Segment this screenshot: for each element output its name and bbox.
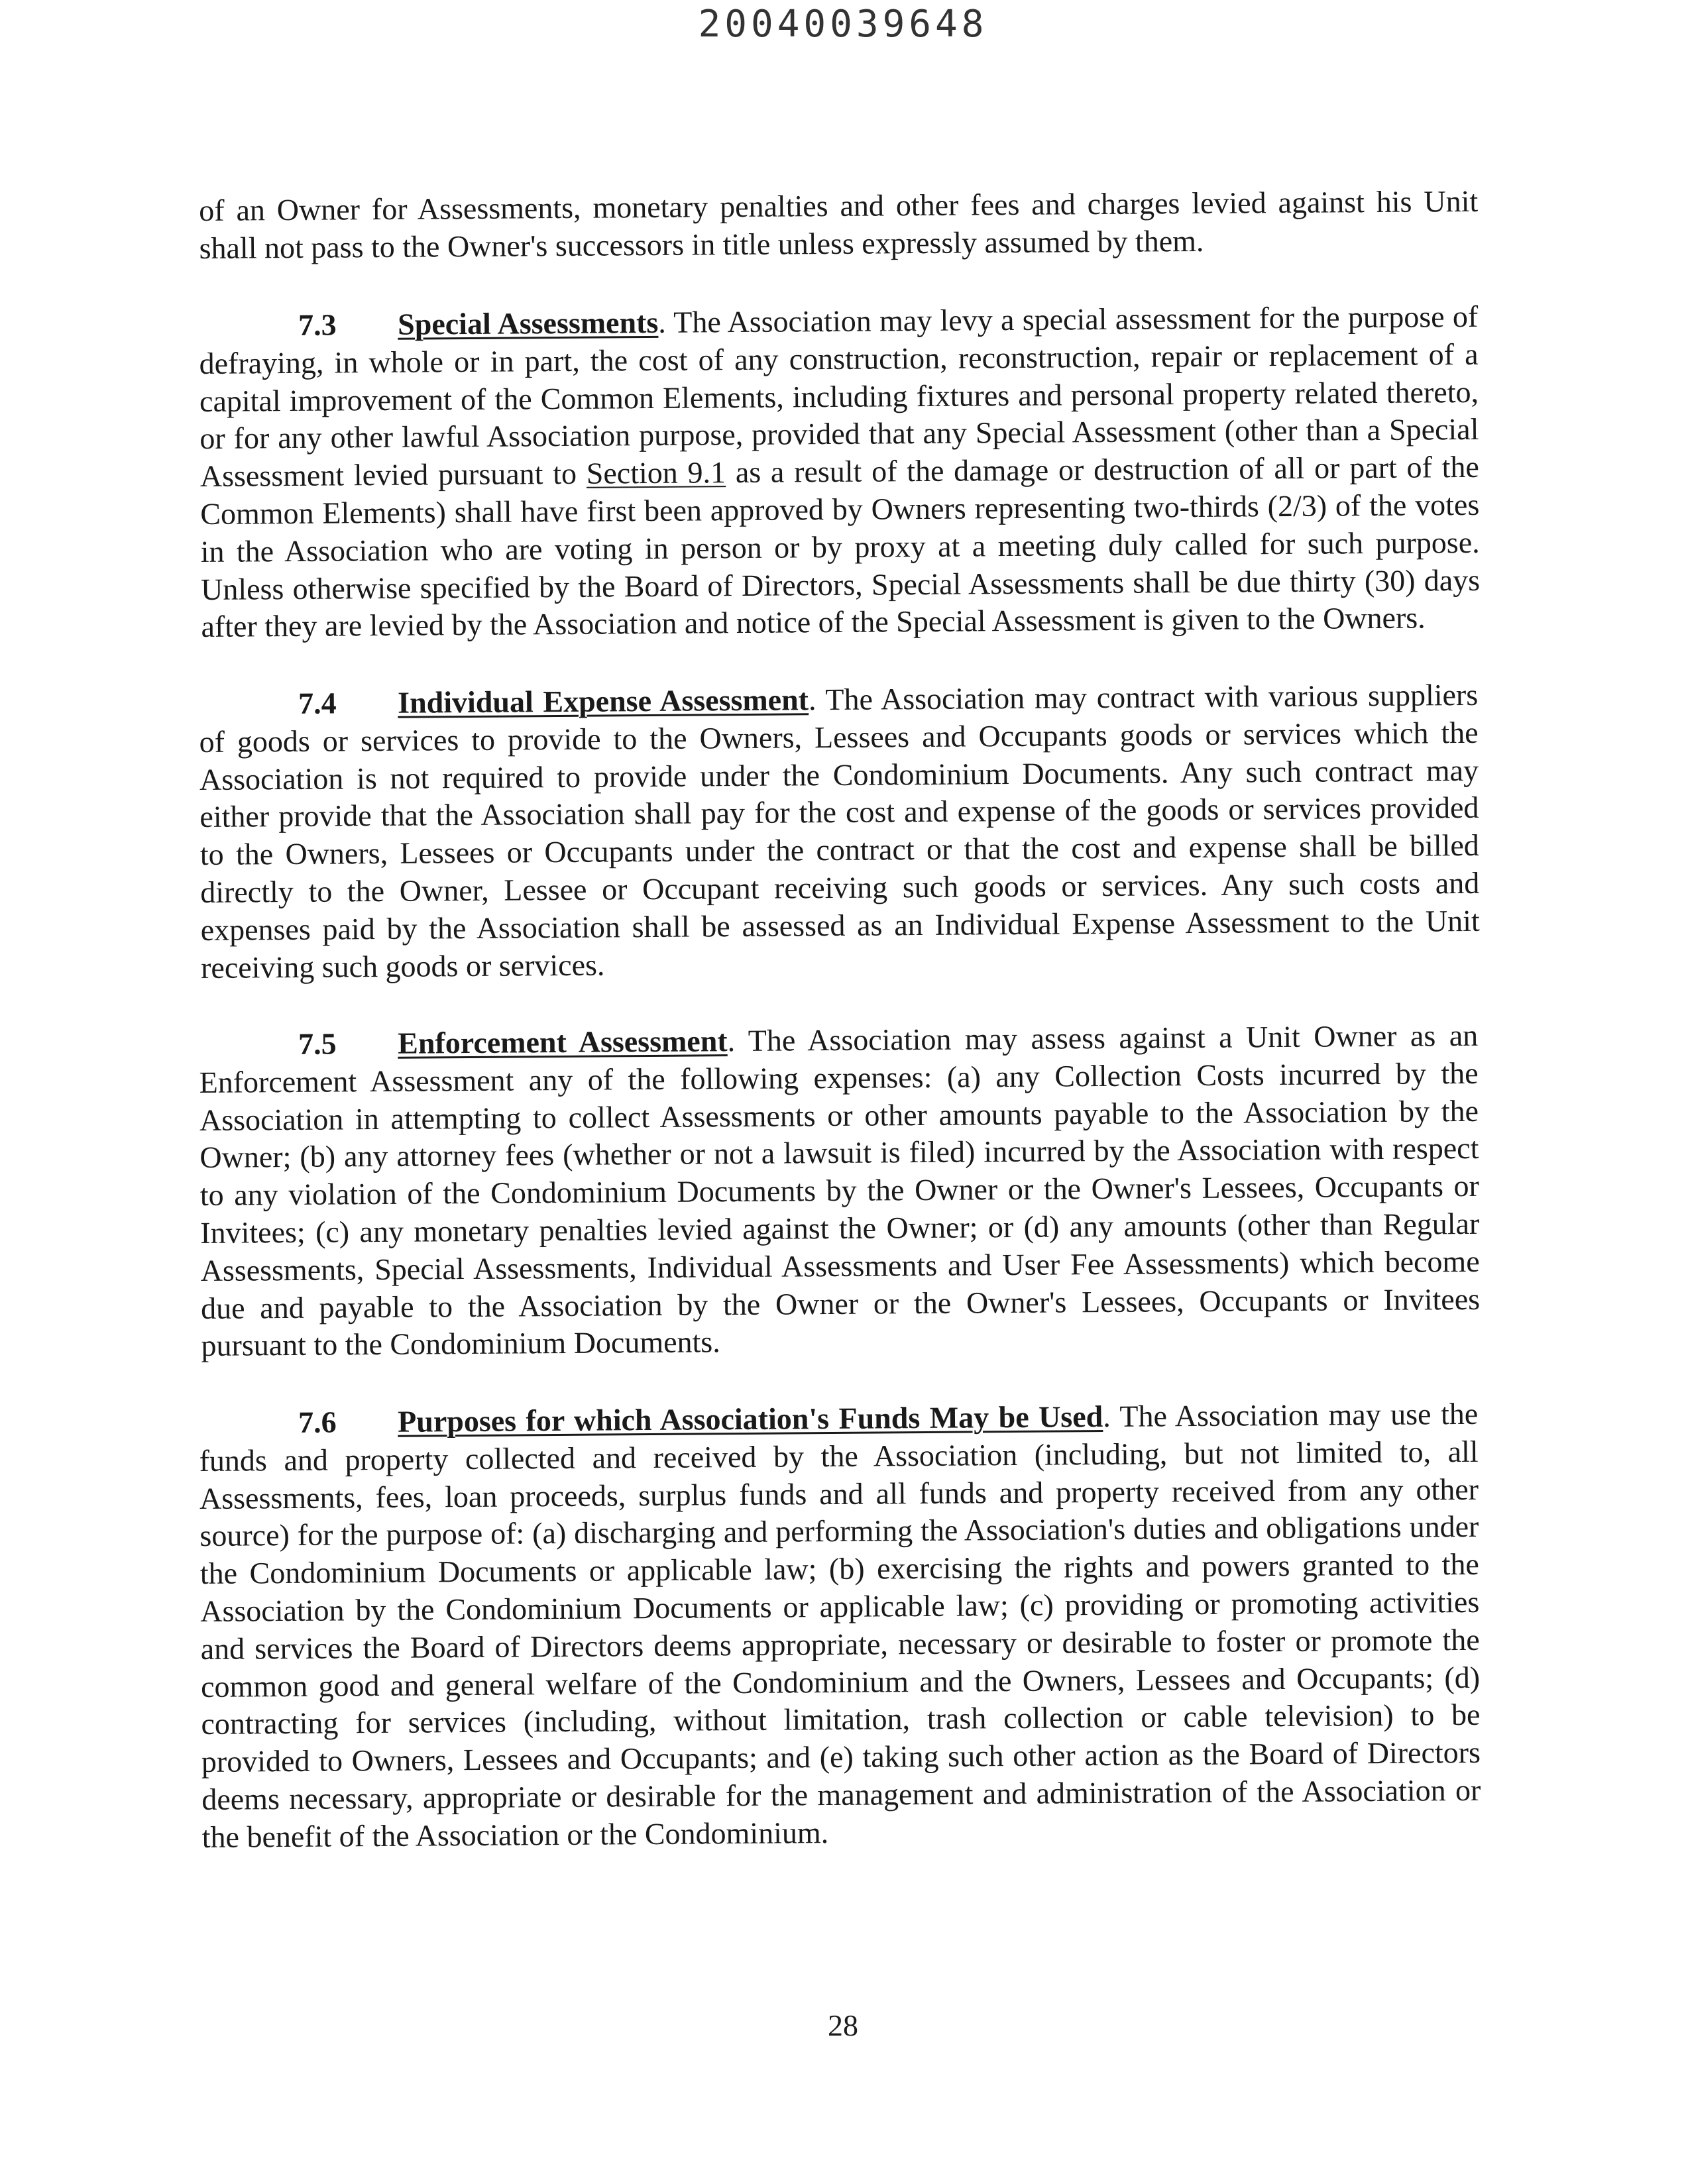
section-number: 7.5	[298, 1026, 337, 1062]
section-text: . The Association may levy a special assessment for the purpose of defraying, in whole or in part, the cost of any construction, reconstruction, repair or replacement of a capital improvement of the Common Elements, including fixtures and personal property related thereto, or for any other lawful Association purpose, provided that any Special Assessment (other than a Special Assessment levied pursuant to	[199, 299, 1479, 493]
section-7-3	[199, 299, 1481, 646]
section-number: 7.3	[298, 307, 337, 342]
intro-paragraph: of an Owner for Assessments, monetary penalties and other fees and charges levied against his Unit shall not pass to the Owner's successors in title unless expressly assumed by them.	[199, 184, 1479, 265]
section-paragraph	[199, 298, 1481, 645]
section-number: 7.4	[298, 686, 337, 720]
section-title: Enforcement Assessment	[398, 1024, 728, 1060]
section-number: 7.6	[298, 1405, 337, 1440]
section-text: . The Association may assess against a Unit Owner as an Enforcement Assessment any of the following expenses: (a) any Collection Costs incurred by the Association in attempting to collect Assessments or other amounts payable to the Association by the Owner; (b) any attorney fees (whether or not a lawsuit is filed) incurred by the Association with respect to any violation of the Condominium Documents by the Owner or the Owner's Lessees, Occupants or Invitees; (c) any monetary penalties levied against the Owner; or (d) any amounts (other than Regular Assessments, Special Assessments, Individual Assessments and User Fee Assessments) which become due and payable to the Association by the Owner or the Owner's Lessees, Occupants or Invitees pursuant to the Condominium Documents.	[199, 1018, 1481, 1363]
section-7-5	[199, 1018, 1481, 1365]
section-paragraph	[199, 1017, 1481, 1365]
section-paragraph	[199, 1395, 1481, 1857]
page-number: 28	[828, 2008, 858, 2042]
section-text: . The Association may use the funds and property collected and received by the Association (including, but not limited to, all Assessments, fees, loan proceeds, surplus funds and all funds and property received from any other source) for the purpose of: (a) discharging and performing the Association's duties and obligations under the Condominium Documents or applicable law; (b) exercising the rights and powers granted to the Association by the Condominium Documents or applicable law; (c) providing or promoting activities and services the Board of Directors deems appropriate, necessary or desirable to foster or promote the common good and general welfare of the Condominium and the Owners, Lessees and Occupants; (d) contracting for services (including, without limitation, trash collection or cable television) to be provided to Owners, Lessees and Occupants; and (e) taking such other action as the Board of Directors deems necessary, appropriate or desirable for the management and administration of the Association or the benefit of the Association or the Condominium.	[199, 1397, 1481, 1855]
section-title: Special Assessments	[398, 305, 659, 341]
section-paragraph	[199, 677, 1480, 987]
document-number: 20040039648	[698, 3, 988, 46]
section-title: Purposes for which Association's Funds May be Used	[398, 1399, 1103, 1439]
section-reference-link: Section 9.1	[586, 455, 726, 490]
page-body	[199, 184, 1481, 1896]
section-text-continued: as a result of the damage or destruction of all or part of the Common Elements) shall have first been approved by Owners representing two-thirds (2/3) of the votes in the Association who are voting in person or by proxy at a meeting duly called for such purpose. Unless otherwise specified by the Board of Directors, Special Assessments shall be due thirty (30) days after they are levied by the Association and notice of the Special Assessment is given to the Owners.	[200, 449, 1481, 643]
section-7-4	[199, 677, 1480, 987]
section-title: Individual Expense Assessment	[398, 682, 809, 720]
section-text: . The Association may contract with various suppliers of goods or services to provide to the Owners, Lessees and Occupants goods or services which the Association is not required to provide under the Condominium Documents. Any such contract may either provide that the Association shall pay for the cost and expense of the goods or services provided to the Owners, Lessees or Occupants under the contract or that the cost and expense shall be billed directly to the Owner, Lessee or Occupant receiving such goods or services. Any such costs and expenses paid by the Association shall be assessed as an Individual Expense Assessment to the Unit receiving such goods or services.	[199, 677, 1480, 985]
section-7-6	[199, 1397, 1481, 1857]
